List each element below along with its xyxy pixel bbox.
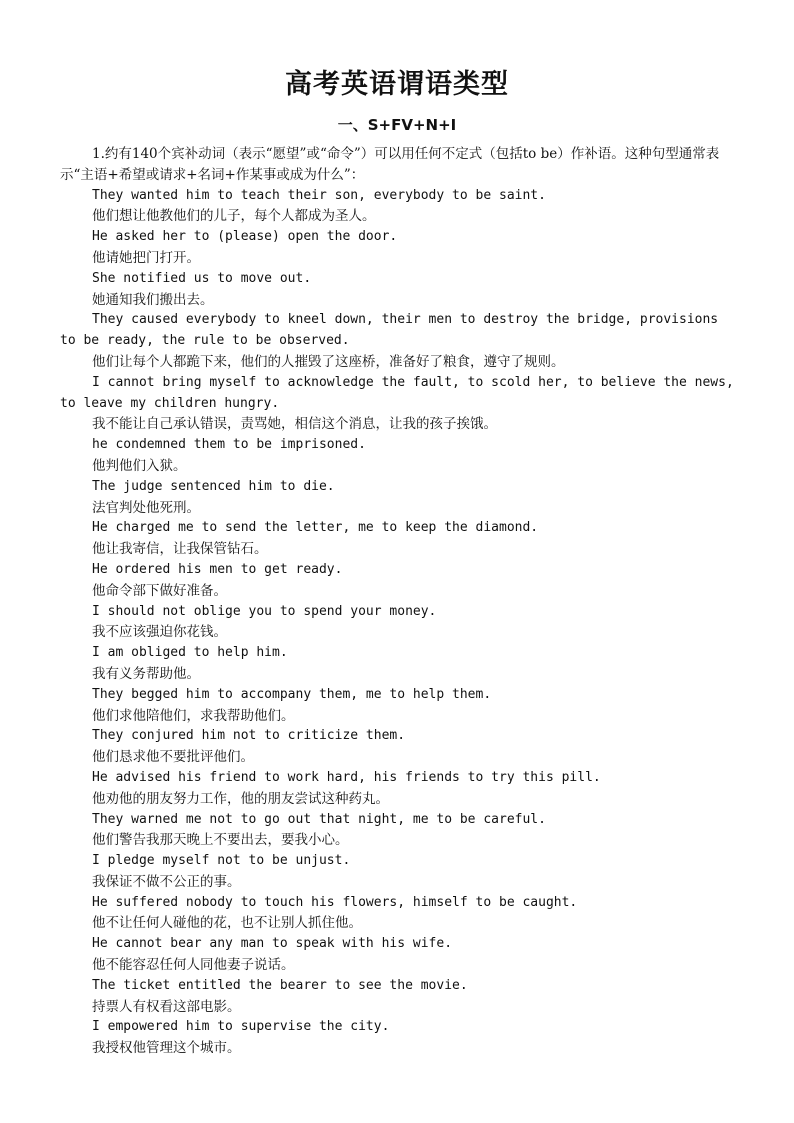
- example-chinese: 他命令部下做好准备。: [92, 582, 227, 599]
- example-chinese: 他请她把门打开。: [92, 249, 200, 266]
- example-chinese: 他们求他陪他们，求我帮助他们。: [92, 707, 295, 724]
- example-chinese: 他劝他的朋友努力工作，他的朋友尝试这种药丸。: [92, 790, 389, 807]
- example-english: He ordered his men to get ready.: [92, 561, 343, 577]
- example-chinese: 他不让任何人碰他的花，也不让别人抓住他。: [92, 915, 362, 932]
- example-english: They wanted him to teach their son, everybody to be saint.: [92, 187, 546, 203]
- example-english: I empowered him to supervise the city.: [92, 1019, 390, 1035]
- example-english: I should not oblige you to spend your money.: [92, 603, 437, 619]
- example-english: I cannot bring myself to acknowledge the fault, to scold her, to believe the news, to leave my children hungry.: [60, 374, 734, 411]
- example-english: He charged me to send the letter, me to keep the diamond.: [92, 520, 539, 536]
- example-english: They begged him to accompany them, me to help them.: [92, 686, 492, 702]
- example-english: He cannot bear any man to speak with his wife.: [92, 936, 453, 952]
- example-chinese: 法官判处他死刑。: [92, 499, 200, 516]
- example-chinese: 我不应该强迫你花钱。: [92, 624, 227, 641]
- example-english: They caused everybody to kneel down, their men to destroy the bridge, provisions to be ready, the rule to be observed.: [60, 312, 719, 349]
- example-chinese: 他们恳求他不要批评他们。: [92, 749, 254, 766]
- example-english: He suffered nobody to touch his flowers, himself to be caught.: [92, 894, 578, 910]
- example-chinese: 我有义务帮助他。: [92, 665, 200, 682]
- example-english: The judge sentenced him to die.: [92, 478, 335, 494]
- example-chinese: 他们想让他教他们的儿子，每个人都成为圣人。: [92, 208, 376, 225]
- example-chinese: 他们警告我那天晚上不要出去，要我小心。: [92, 832, 349, 849]
- example-english: They warned me not to go out that night, me to be careful.: [92, 811, 546, 827]
- example-chinese: 他不能容忍任何人同他妻子说话。: [92, 957, 295, 974]
- example-english: He asked her to (please) open the door.: [92, 229, 398, 245]
- example-english: He advised his friend to work hard, his friends to try this pill.: [92, 769, 601, 785]
- section-heading: 一、S+FV+N+I: [337, 116, 457, 134]
- example-chinese: 我不能让自己承认错误，责骂她，相信这个消息，让我的孩子挨饿。: [92, 416, 497, 433]
- example-chinese: 我授权他管理这个城市。: [92, 1040, 241, 1057]
- example-list: [60, 186, 740, 1059]
- document-body: [60, 144, 740, 1059]
- example-chinese: 他们让每个人都跪下来，他们的人摧毁了这座桥，准备好了粮食，遵守了规则。: [92, 353, 565, 370]
- example-english: I am obliged to help him.: [92, 645, 288, 661]
- example-chinese: 他让我寄信，让我保管钻石。: [92, 541, 268, 558]
- example-english: The ticket entitled the bearer to see the movie.: [92, 977, 468, 993]
- example-english: They conjured him not to criticize them.: [92, 728, 406, 744]
- example-chinese: 持票人有权看这部电影。: [92, 998, 241, 1015]
- page-title: 高考英语谓语类型: [285, 69, 509, 100]
- intro-paragraph: 1.约有140个宾补动词（表示“愿望”或“命令”）可以用任何不定式（包括to be）作补语。这种句型通常表示“主语+希望或请求+名词+作某事或成为什么”：: [60, 146, 720, 183]
- example-english: She notified us to move out.: [92, 270, 312, 286]
- example-english: I pledge myself not to be unjust.: [92, 853, 351, 869]
- example-chinese: 他判他们入狱。: [92, 457, 187, 474]
- example-chinese: 我保证不做不公正的事。: [92, 873, 241, 890]
- example-english: he condemned them to be imprisoned.: [92, 437, 366, 453]
- example-chinese: 她通知我们搬出去。: [92, 291, 214, 308]
